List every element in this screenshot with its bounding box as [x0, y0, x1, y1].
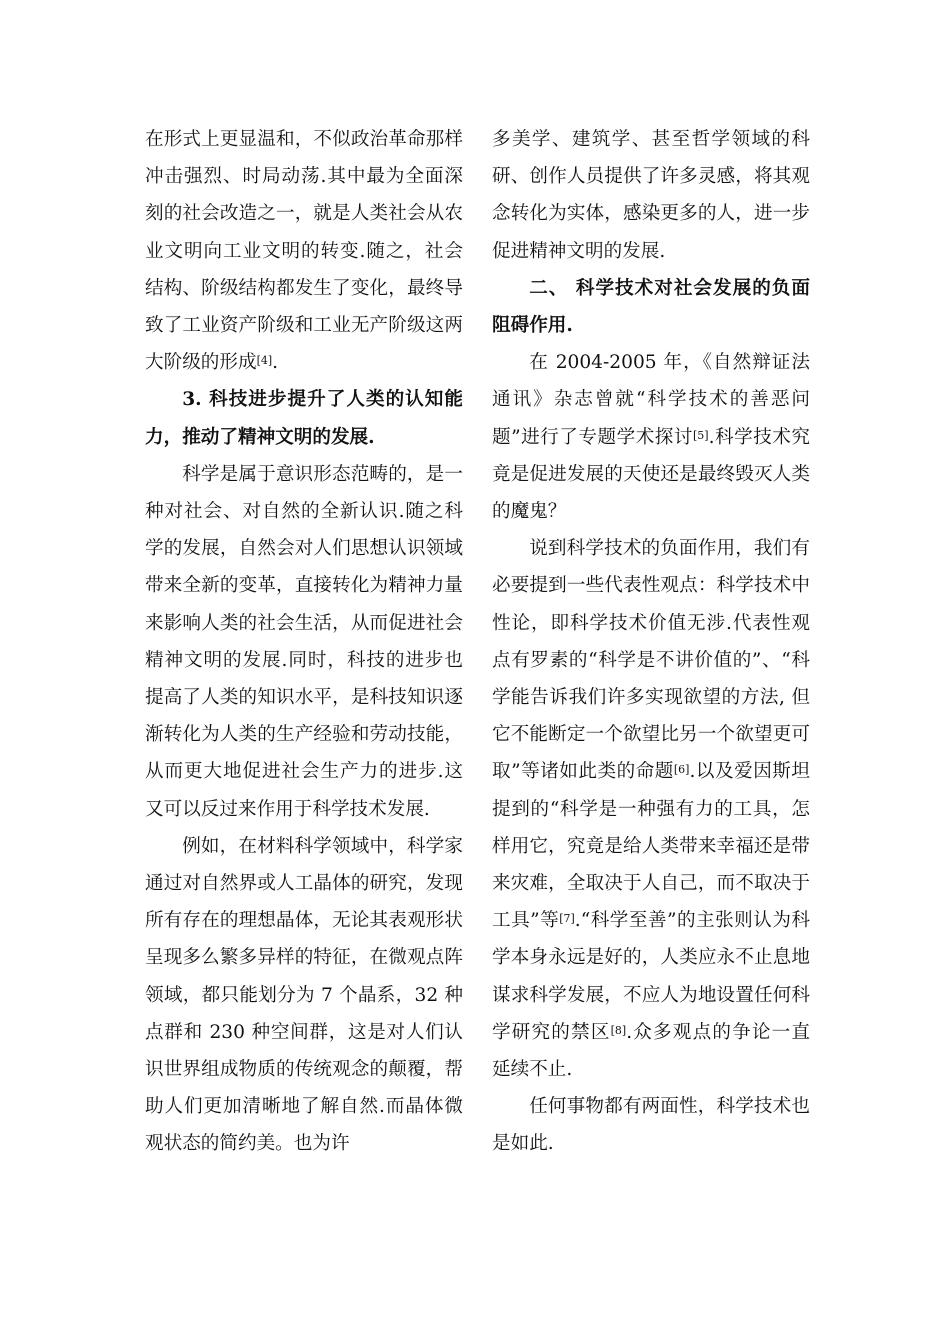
paragraph: 任何事物都有两面性，科学技术也是如此. [492, 1096, 810, 1155]
left-column [145, 121, 463, 1163]
citation-ref: [6] [673, 763, 690, 777]
right-column [492, 121, 810, 1163]
section-heading: 3. 科技进步提升了人类的认知能力，推动了精神文明的发展. [145, 389, 463, 448]
paragraph [492, 530, 810, 1088]
citation-ref: [4] [256, 354, 273, 368]
paragraph-text: .“科学至善”的主张则认为科学本身永远是好的，人类应永不止息地谋求科学发展，不应人为地设置任何科学研究的禁区 [492, 910, 810, 1043]
paragraph-text: .以及爱因斯坦提到的“科学是一种强有力的工具，怎样用它，究竟是给人类带来幸福还是带来灾难，全取决于人自己，而不取决于工具”等 [492, 761, 810, 932]
section-heading: 二、 科学技术对社会发展的负面阻碍作用. [492, 277, 810, 337]
citation-ref: [8] [610, 1023, 627, 1037]
paragraph-text: .众多观点的争论一直延续不止. [492, 1021, 810, 1081]
citation-ref: [5] [693, 428, 709, 442]
paragraph-text: .科学技术究竟是促进发展的天使还是最终毁灭人类的魔鬼？ [492, 426, 810, 523]
paragraph-text: . [272, 352, 279, 374]
citation-ref: [7] [559, 912, 575, 926]
paragraph-text: 说到科学技术的负面作用，我们有必要提到一些代表性观点：科学技术中性论，即科学技术价值无涉.代表性观点有罗素的“科学是不讲价值的”、“科学能告诉我们许多实现欲望的方法, 但它不能断定一个欲望比另一个欲望更可取”等诸如此类的命题 [492, 538, 810, 783]
paragraph: 多美学、建筑学、甚至哲学领域的科研、创作人员提供了许多灵感，将其观念转化为实体，感染更多的人，进一步促进精神文明的发展. [492, 129, 810, 262]
paragraph: 例如，在材料科学领域中，科学家通过对自然界或人工晶体的研究，发现所有存在的理想晶体，无论其表观形状呈现多么繁多异样的特征，在微观点阵领域，都只能划分为 7 个晶系，32 种点群和 230 种空间群，这是对人们认识世界组成物质的传统观念的颠覆，帮助人们更加清晰地了解自然.而晶体微观状态的简约美。也为许 [145, 835, 463, 1155]
paragraph-text: 在 2004-2005 年，《自然辩证法通讯》杂志曾就“科学技术的善恶问题”进行了专题学术探讨 [492, 352, 810, 448]
paragraph: 科学是属于意识形态范畴的，是一种对社会、对自然的全新认识.随之科学的发展，自然会对人们思想认识领域带来全新的变革，直接转化为精神力量来影响人类的社会生活，从而促进社会精神文明的发展.同时，科技的进步也提高了人类的知识水平，是科技知识逐渐转化为人类的生产经验和劳动技能，从而更大地促进社会生产力的进步.这又可以反过来作用于科学技术发展. [145, 463, 463, 820]
paragraph-text: 在形式上更显温和，不似政治革命那样冲击强烈、时局动荡.其中最为全面深刻的社会改造之一，就是人类社会从农业文明向工业文明的转变.随之，社会结构、阶级结构都发生了变化，最终导致了工业资产阶级和工业无产阶级这两大阶级的形成 [145, 129, 463, 374]
paragraph [145, 121, 463, 381]
paragraph [492, 344, 810, 530]
